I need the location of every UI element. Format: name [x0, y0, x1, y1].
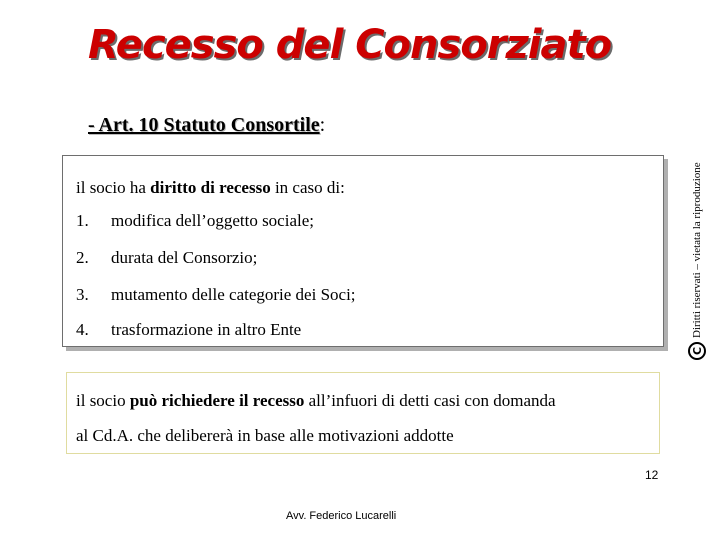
- intro-prefix: il socio ha: [76, 178, 151, 197]
- voluntary-recess-box: [66, 372, 660, 454]
- list-item: [76, 285, 356, 305]
- line1-prefix: il socio: [76, 391, 130, 410]
- list-item: [76, 320, 301, 340]
- list-item-text: modifica dell’oggetto sociale;: [111, 211, 314, 230]
- subtitle-colon: :: [319, 114, 326, 136]
- intro-bold: diritto di recesso: [150, 178, 271, 197]
- voluntary-recess-line-1: [76, 391, 556, 411]
- page-number: 12: [645, 468, 659, 482]
- list-item: [76, 211, 314, 231]
- line1-suffix: all’infuori di detti casi con domanda: [304, 391, 556, 410]
- recess-rights-box: [62, 155, 664, 347]
- list-item-number: 4.: [76, 320, 89, 339]
- slide-title: Recesso del Consorziato: [88, 22, 612, 68]
- list-item: [76, 248, 257, 268]
- intro-suffix: in caso di:: [270, 178, 345, 197]
- copyright-icon: C: [688, 342, 706, 360]
- recess-intro: [76, 178, 345, 198]
- copyright-text: Diritti riservati – vietata la riproduzione: [691, 162, 703, 338]
- footer-author: Avv. Federico Lucarelli: [286, 510, 397, 522]
- list-item-number: 2.: [76, 248, 89, 267]
- list-item-text: trasformazione in altro Ente: [111, 320, 302, 339]
- list-item-number: 3.: [76, 285, 89, 304]
- list-item-number: 1.: [76, 211, 89, 230]
- voluntary-recess-line-2: al Cd.A. che delibererà in base alle motivazioni addotte: [76, 426, 454, 445]
- list-item-text: mutamento delle categorie dei Soci;: [111, 285, 356, 304]
- list-item-text: durata del Consorzio;: [111, 248, 258, 267]
- line1-bold: può richiedere il recesso: [129, 391, 305, 410]
- subtitle-article: - Art. 10 Statuto Consortile: [88, 114, 320, 136]
- subtitle: [88, 114, 325, 137]
